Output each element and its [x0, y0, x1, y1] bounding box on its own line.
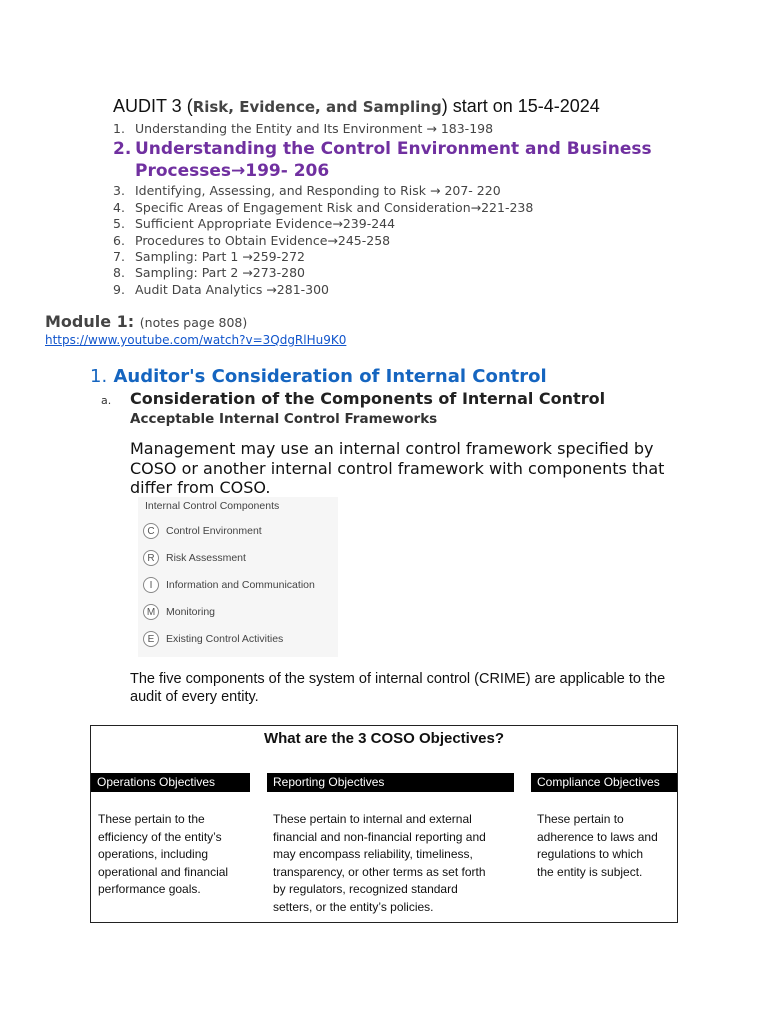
chapter-item: 6. Procedures to Obtain Evidence→245-258 — [113, 232, 391, 248]
title-prefix: AUDIT 3 ( — [113, 96, 193, 116]
reporting-objectives-text: These pertain to internal and external financial and non-financial reporting and may encompass reliability, timeliness, transparency, or other terms as set forth by regulators, recognized standard setters, or the entity’s policies. — [273, 812, 486, 914]
module-heading — [45, 312, 247, 331]
chapter-item: 8. Sampling: Part 2 →273-280 — [113, 265, 305, 281]
title-topics: Risk, Evidence, and Sampling — [192, 98, 442, 116]
subsection-title: Consideration of the Components of Internal Control — [130, 389, 606, 408]
letter-circle-icon: R — [143, 550, 159, 566]
reporting-objectives-header: Reporting Objectives — [267, 773, 514, 792]
component-item: I Information and Communication — [143, 576, 315, 594]
component-item: R Risk Assessment — [143, 549, 246, 567]
letter-circle-icon: I — [143, 577, 159, 593]
component-item: M Monitoring — [143, 603, 215, 621]
page-title — [113, 96, 600, 117]
chapter-item: 9. Audit Data Analytics →281-300 — [113, 281, 330, 297]
section-number: 1. — [90, 366, 108, 387]
letter-circle-icon: M — [143, 604, 159, 620]
chapter-item-current: 2. Understanding the Control Environment and Business Processes→199- 206 — [113, 139, 652, 182]
coso-objectives-box — [90, 725, 678, 923]
operations-objectives-text: These pertain to the efficiency of the entity’s operations, including operational and financial performance goals. — [98, 812, 229, 896]
framework-paragraph: Management may use an internal control framework specified by COSO or another internal control framework with components that differ from COSO. — [130, 439, 665, 497]
chapter-item: 7. Sampling: Part 1 →259-272 — [113, 249, 305, 265]
subsection-marker: a. — [101, 394, 112, 407]
letter-circle-icon: E — [143, 631, 159, 647]
chapter-item: 4. Specific Areas of Engagement Risk and Consideration→221-238 — [113, 199, 534, 215]
framework-heading: Acceptable Internal Control Frameworks — [130, 411, 438, 427]
operations-objectives-header: Operations Objectives — [91, 773, 250, 792]
chapter-item: 1. Understanding the Entity and Its Environment → 183-198 — [113, 121, 494, 136]
chapter-list — [113, 121, 652, 298]
compliance-objectives-text: These pertain to adherence to laws and regulations to which the entity is subject. — [537, 812, 658, 879]
module-note: (notes page 808) — [139, 315, 248, 330]
figure-title: Internal Control Components — [145, 500, 280, 512]
component-item: E Existing Control Activities — [143, 630, 283, 648]
internal-control-components-figure — [138, 497, 338, 657]
component-item: C Control Environment — [143, 522, 262, 540]
section-heading — [90, 366, 547, 387]
letter-circle-icon: C — [143, 523, 159, 539]
compliance-objectives-header: Compliance Objectives — [531, 773, 677, 792]
coso-title: What are the 3 COSO Objectives? — [263, 730, 505, 747]
youtube-link[interactable]: https://www.youtube.com/watch?v=3QdgRlHu9K0 — [45, 333, 347, 347]
module-label: Module 1: — [45, 312, 135, 331]
chapter-item: 3. Identifying, Assessing, and Responding to Risk → 207- 220 — [113, 183, 501, 199]
title-suffix: ) start on 15-4-2024 — [441, 96, 600, 116]
section-title: Auditor's Consideration of Internal Control — [113, 366, 547, 387]
crime-paragraph: The five components of the system of internal control (CRIME) are applicable to the audit of every entity. — [130, 671, 666, 705]
chapter-item: 5. Sufficient Appropriate Evidence→239-244 — [113, 216, 396, 232]
